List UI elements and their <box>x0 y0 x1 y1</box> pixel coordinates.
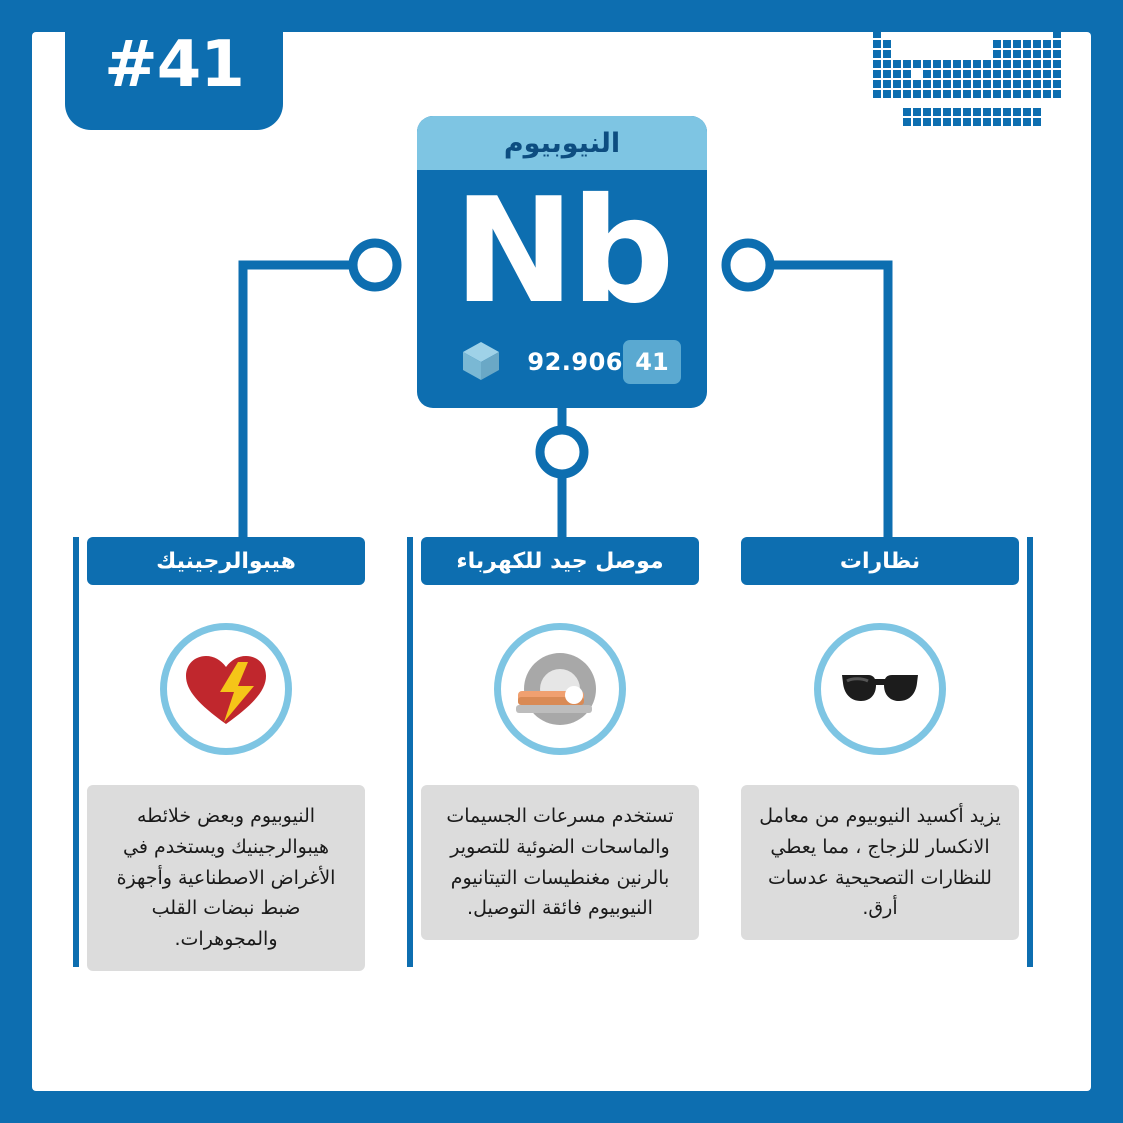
column-title: موصل جيد للكهرباء <box>421 537 699 585</box>
heart-bolt-icon <box>160 623 292 755</box>
column-rule <box>407 537 413 967</box>
column-rule <box>73 537 79 967</box>
column-title: نظارات <box>741 537 1019 585</box>
column-eyeglasses <box>727 537 1033 940</box>
element-atomic-mass: 92.906 <box>527 348 623 376</box>
element-card <box>417 116 707 408</box>
column-description: تستخدم مسرعات الجسيمات والماسحات الضوئية للتصوير بالرنين مغنطيسات التيتانيوم النيوبيوم فائقة التوصيل. <box>421 785 699 940</box>
atomic-number-badge <box>65 0 283 130</box>
mri-scanner-icon <box>494 623 626 755</box>
cube-icon <box>457 336 505 388</box>
eyeglasses-icon <box>814 623 946 755</box>
column-rule <box>1027 537 1033 967</box>
column-description: النيوبيوم وبعض خلائطه هيبوالرجينيك ويستخدم في الأغراض الاصطناعية وأجهزة ضبط نبضات القلب والمجوهرات. <box>87 785 365 971</box>
column-conductor <box>407 537 713 940</box>
periodic-table-motif <box>873 30 1063 134</box>
column-description: يزيد أكسيد النيوبيوم من معامل الانكسار للزجاج ، مما يعطي للنظارات التصحيحية عدسات أرق. <box>741 785 1019 940</box>
element-atomic-number: 41 <box>623 340 681 384</box>
element-symbol: Nb <box>453 167 671 336</box>
badge-label: #41 <box>104 28 244 102</box>
column-title: هيبوالرجينيك <box>87 537 365 585</box>
column-hypoallergenic <box>73 537 379 971</box>
element-name: النيوبيوم <box>417 116 707 170</box>
element-card-footer <box>417 334 707 390</box>
